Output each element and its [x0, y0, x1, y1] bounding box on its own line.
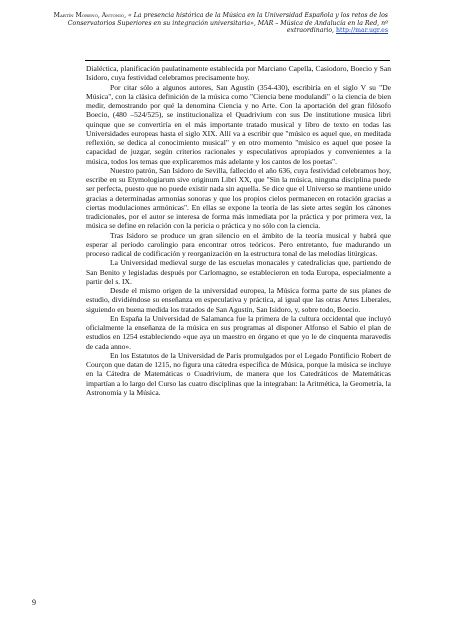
- paragraph: Desde el mismo origen de la universidad europea, la Música forma parte de sus planes de estudio, dividiéndose su enseñanza en especulativa y práctica, al igual que las otras Artes Liberales, siguiendo en buena medida los tratados de San Agustín, San Isidoro, y, sobre todo, Boecio.: [86, 286, 391, 314]
- paragraph: Tras Isidoro se produce un gran silencio en el ámbito de la teoría musical y habrá que esperar al período carolingio para encontrar otros teóricos. Pero entretanto, fue madurando un proceso radical de codificación y reorganización en la estructura tonal de las melodías litúrgicas.: [86, 230, 391, 258]
- paragraph: La Universidad medieval surge de las escuelas monacales y catedralicias que, partiendo de San Benito y legisladas después por Carlomagno, se establecieron en toda Europa, especialmente a partir del s. IX.: [86, 258, 391, 286]
- header-issue: , nº extraordinario,: [286, 19, 388, 35]
- paragraph: Dialéctica, planificación paulatinamente establecida por Marciano Capella, Casiodoro, Boecio y San Isidoro, cuya festividad celebramos precisamente hoy.: [86, 64, 391, 83]
- header-author: Martín Moreno, Antonio: [53, 12, 125, 19]
- header-title: , « La presencia histórica de la Música en la Universidad Española y los retos de los Conservatorios Superiores en su integración universitaria»,: [67, 12, 388, 27]
- paragraph: Nuestro patrón, San Isidoro de Sevilla, fallecido el año 636, cuya festividad celebramos hoy, escribe en su Etymologiarum sive originum Libri XX, que "Sin la música, ninguna disciplina puede ser perfecta, puesto que no puede existir nada sin aquella. Se dice que el Universo se mantiene unido gracias a determinadas armonías sonoras y que los propios cielos permanecen en rotación gracias a ciertas modulaciones armónicas". En ellas se expone la teoría de las siete artes según los cánones tradicionales, por el autor se interesa de forma más inmediata por la práctica y por primera vez, la música se define en relación con la pericia o práctica y no sólo con la ciencia.: [86, 165, 391, 231]
- page-number: 9: [32, 598, 36, 607]
- paragraph: Por citar sólo a algunos autores, San Agustín (354-430), escribiría en el siglo V su "De Música", con la clásica definición de la música como "Ciencia bene modulandi" o la ciencia de bien medir, demostrando por qué la denomina Ciencia y no Arte. Con la aportación del gran filósofo Boecio, (480 –524/525), se institucionaliza el Quadrivium con sus De institutione musica libri quinque que se convertiría en el más importante tratado musical y libro de texto en todas las Universidades europeas hasta el siglo XIX. Allí va a escribir que "músico es aquel que, en meditada reflexión, se dedica al conocimiento musical" y en otro momento "músico es aquel que posee la capacidad de juzgar, según criterios racionales y especulativos apropiados y convenientes a la música, todos los temas que explicaremos más adelante y los cantos de los poetas".: [86, 82, 391, 166]
- document-body: [86, 64, 391, 397]
- header-link[interactable]: http://mar.ugr.es: [336, 27, 388, 35]
- header-journal: MAR – Música de Andalucía en la Red: [257, 19, 378, 27]
- header-divider: [85, 60, 390, 61]
- running-header: [28, 12, 388, 35]
- paragraph: En los Estatutos de la Universidad de París promulgados por el Legado Pontificio Robert de Courçon que datan de 1215, no figura una cátedra específica de Música, porque la música se incluye en la Cátedra de Matemáticas o Cuadrivium, de manera que los Catedráticos de Matemáticas impartían a lo largo del Curso las cuatro disciplinas que la integraban: la Aritmética, la Geometría, la Astronomía y la Música.: [86, 350, 391, 397]
- paragraph: En España la Universidad de Salamanca fue la primera de la cultura occidental que incluyó oficialmente la enseñanza de la música en sus programas al disponer Alfonso el Sabio el plan de estudios en 1254 estableciendo «que aya un maestro en órgano et que yo le de cinquenta maravedis de cada anno».: [86, 313, 391, 351]
